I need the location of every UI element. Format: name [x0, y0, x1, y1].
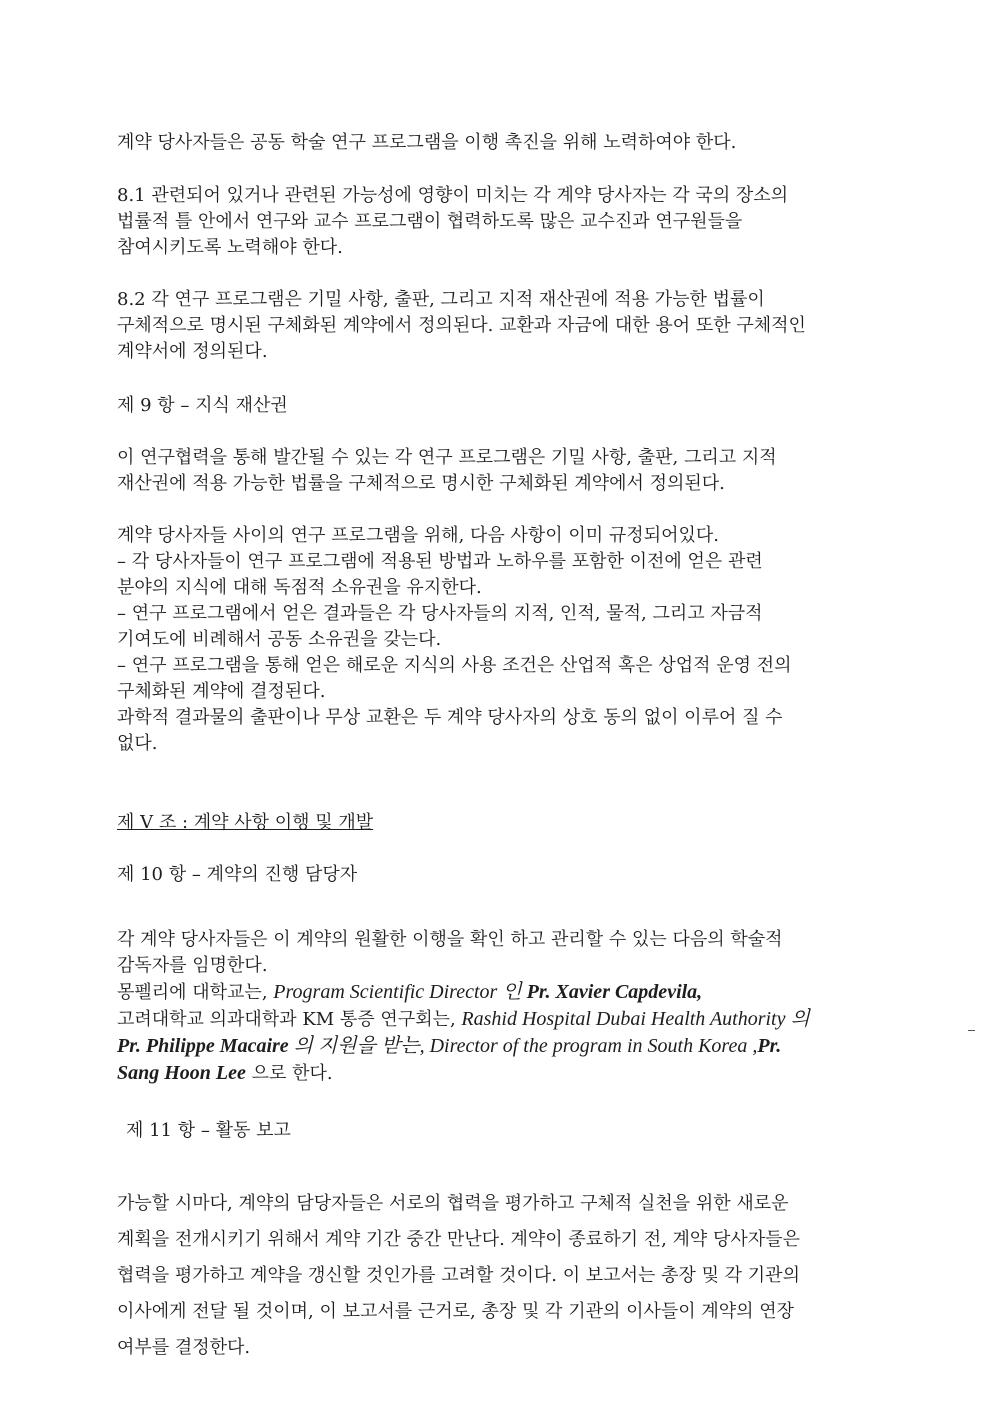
paragraph-line: 재산권에 적용 가능한 법률을 구체적으로 명시한 구체화된 계약에서 정의된다.: [117, 473, 725, 494]
article-10-body: [117, 927, 927, 1087]
paragraph-line: 계획을 전개시키기 위해서 계약 기간 중간 만난다. 계약이 종료하기 전, 계약 당사자들은: [117, 1229, 800, 1250]
closing-text: 으로 한다.: [245, 1063, 333, 1084]
list-item: – 각 당사자들이 연구 프로그램에 적용된 방법과 노하우를 포함한 이전에 얻은 관련: [117, 551, 763, 572]
article-10-heading: [117, 862, 927, 888]
director-name: Sang Hoon Lee: [117, 1062, 246, 1084]
list-item: 분야의 지식에 대해 독점적 소유권을 유지한다.: [117, 577, 482, 598]
university-label: 고려대학교 의과대학과 KM 통증 연구회는,: [117, 1009, 462, 1030]
paragraph-8-1: [117, 183, 927, 261]
paragraph-line: 이 연구협력을 통해 발간될 수 있는 각 연구 프로그램은 기밀 사항, 출판, 그리고 지적: [117, 447, 777, 468]
supporter-name: Pr. Philippe Macaire: [117, 1035, 289, 1057]
list-item: – 연구 프로그램에서 얻은 결과들은 각 당사자들의 지적, 인적, 물적, 그리고 자금적: [117, 603, 763, 624]
list-item: 과학적 결과물의 출판이나 무상 교환은 두 계약 당사자의 상호 동의 없이 이루어 질 수: [117, 707, 783, 728]
role-text: 의 지원을 받는, Director of the program in South Korea ,: [288, 1035, 758, 1057]
section-heading: 제 10 항 – 계약의 진행 담당자: [117, 864, 358, 885]
title-prefix: Pr.: [757, 1035, 782, 1057]
paragraph-line: 8.1 관련되어 있거나 관련된 가능성에 영향이 미치는 각 계약 당사자는 각 국의 장소의: [117, 185, 789, 206]
article-9-body: [117, 445, 927, 497]
list-item: 구체화된 계약에 결정된다.: [117, 681, 326, 702]
list-item: – 연구 프로그램을 통해 얻은 해로운 지식의 사용 조건은 산업적 혹은 상업적 운영 전의: [117, 655, 792, 676]
paragraph-8-2: [117, 287, 927, 365]
paragraph-line: [117, 1006, 927, 1033]
chapter-5-heading: [117, 810, 927, 836]
intro-line: 계약 당사자들은 공동 학술 연구 프로그램을 이행 촉진을 위해 노력하여야 한다.: [117, 132, 737, 153]
section-heading: 제 9 항 – 지식 재산권: [117, 395, 288, 416]
affiliation-text: Rashid Hospital Dubai Health Authority 의: [461, 1008, 810, 1030]
paragraph-line: 협력을 평가하고 계약을 갱신할 것인가를 고려할 것이다. 이 보고서는 총장 및 각 기관의: [117, 1265, 800, 1286]
paragraph-line: 이사에게 전달 될 것이며, 이 보고서를 근거로, 총장 및 각 기관의 이사들이 계약의 연장: [117, 1301, 795, 1322]
paragraph-line: 법률적 틀 안에서 연구와 교수 프로그램이 협력하도록 많은 교수진과 연구원들을: [117, 211, 743, 232]
paragraph-line: 가능할 시마다, 계약의 담당자들은 서로의 협력을 평가하고 구체적 실천을 위한 새로운: [117, 1193, 789, 1214]
margin-mark: [968, 1030, 975, 1031]
list-item: 계약 당사자들 사이의 연구 프로그램을 위해, 다음 사항이 이미 규정되어있다.: [117, 525, 719, 546]
paragraph-line: [117, 1060, 927, 1087]
article-11-body: [117, 1186, 927, 1366]
chapter-title: 제 V 조 : 계약 사항 이행 및 개발: [117, 812, 374, 833]
article-9-heading: [117, 393, 927, 419]
university-label: 몽펠리에 대학교는,: [117, 982, 274, 1003]
paragraph-line: 각 계약 당사자들은 이 계약의 원활한 이행을 확인 하고 관리할 수 있는 다음의 학술적: [117, 929, 783, 950]
paragraph-line: 계약서에 정의된다.: [117, 341, 268, 362]
paragraph-line: 여부를 결정한다.: [117, 1337, 251, 1358]
director-name: Pr. Xavier Capdevila,: [526, 981, 703, 1003]
list-item: 없다.: [117, 733, 158, 754]
intro-paragraph: [117, 130, 927, 156]
paragraph-line: 참여시키도록 노력해야 한다.: [117, 237, 343, 258]
paragraph-line: 감독자를 임명한다.: [117, 955, 268, 976]
role-text: Program Scientific Director 인: [273, 981, 527, 1003]
paragraph-line: [117, 979, 927, 1006]
paragraph-line: 8.2 각 연구 프로그램은 기밀 사항, 출판, 그리고 지적 재산권에 적용 가능한 법률이: [117, 289, 765, 310]
paragraph-line: 구체적으로 명시된 구체화된 계약에서 정의된다. 교환과 자금에 대한 용어 또한 구체적인: [117, 315, 806, 336]
list-item: 기여도에 비례해서 공동 소유권을 갖는다.: [117, 629, 442, 650]
article-11-heading: [126, 1118, 936, 1144]
article-9-provisions: [117, 523, 927, 757]
section-heading: 제 11 항 – 활동 보고: [126, 1120, 291, 1141]
paragraph-line: [117, 1033, 927, 1060]
